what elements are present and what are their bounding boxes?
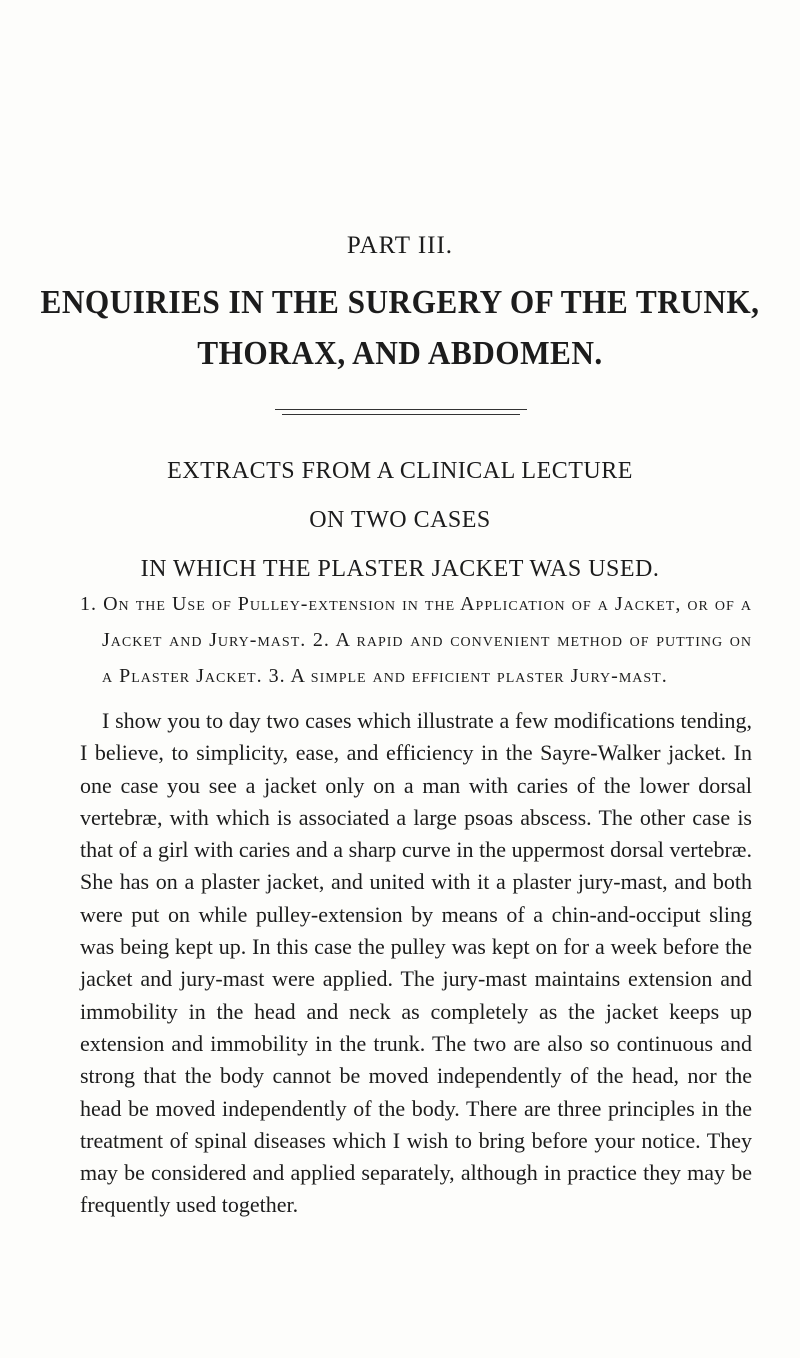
part-title: PART III. xyxy=(346,232,454,259)
summary-text: 1. On the Use of Pulley-extension in the Application of a Jacket, or of a Jacket and Jury-mast. 2. A rapid and convenient method of putting on a Plaster Jacket. 3. A simple and efficient plaster Jury-mast. xyxy=(80,593,752,687)
divider-rule-thin xyxy=(282,414,520,415)
lecture-heading-line-3: IN WHICH THE PLASTER JACKET WAS USED. xyxy=(140,556,660,582)
lecture-heading-line-1: EXTRACTS FROM A CLINICAL LECTURE xyxy=(167,458,633,484)
body-paragraph: I show you to day two cases which illustrate a few modifications tending, I believe, to simplicity, ease, and efficiency in the Sayre-Walker jacket. In one case you see a jacket only on a man with caries of the lower dorsal vertebræ, with which is associated a large psoas abscess. The other case is that of a girl with caries and a sharp curve in the uppermost dorsal vertebræ. She has on a plaster jacket, and united with it a plaster jury-mast, and both were put on while pulley-extension by means of a chin-and-occiput sling was being kept up. In this case the pulley was kept on for a week before the jacket and jury-mast were applied. The jury-mast maintains extension and immobility in the head and neck as completely as the jacket keeps up extension and immobility in the trunk. The two are also so continuous and strong that the body cannot be moved independently of the head, nor the head be moved independently of the body. There are three principles in the treatment of spinal diseases which I wish to bring before your notice. They may be considered and applied separately, although in practice they may be frequently used together. xyxy=(80,708,752,1218)
divider-rule xyxy=(275,409,527,410)
chapter-title-line-1: ENQUIRIES IN THE SURGERY OF THE TRUNK, xyxy=(40,284,760,321)
lecture-summary xyxy=(80,586,752,694)
chapter-title-line-2: THORAX, AND ABDOMEN. xyxy=(197,335,603,372)
lecture-heading-line-2: ON TWO CASES xyxy=(309,507,491,533)
